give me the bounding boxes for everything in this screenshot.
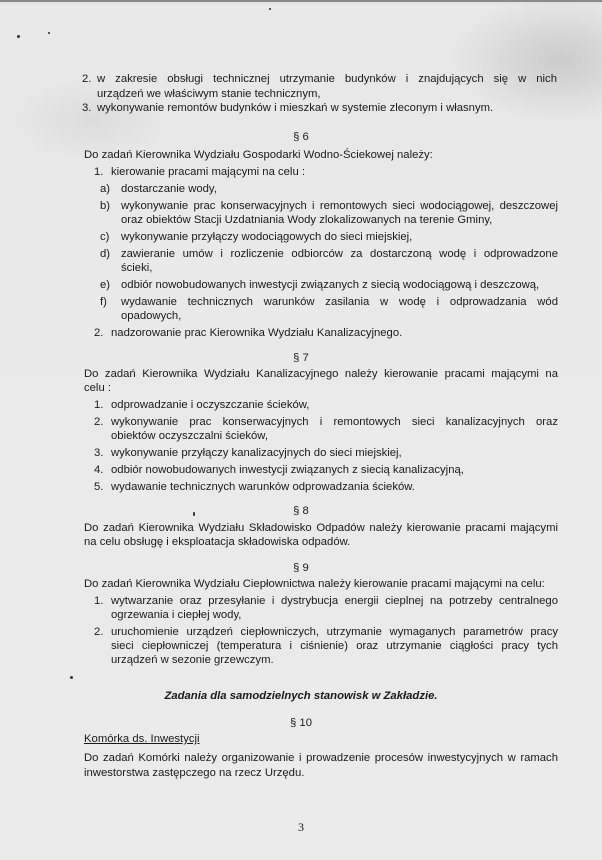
sublist-item-text: ścieki, — [121, 262, 153, 274]
paragraph: Do zadań Kierownika Wydziału Składowisko Odpadów należy kierowanie pracami mającymi — [84, 522, 558, 534]
list-number: 2. — [94, 327, 104, 339]
list-item-text: wykonywanie prac konserwacyjnych i remontowych sieci kanalizacyjnych oraz — [111, 416, 558, 428]
section-title: Zadania dla samodzielnych stanowisk w Zakładzie. — [164, 690, 438, 702]
paragraph: Do zadań Kierownika Wydziału Gospodarki Wodno-Ściekowej należy: — [84, 149, 433, 161]
section-heading: § 9 — [293, 562, 309, 574]
sublist-letter: b) — [100, 200, 111, 212]
paragraph: celu : — [84, 382, 112, 394]
paragraph: inwestorstwa zastępczego na rzecz Urzędu. — [84, 767, 305, 779]
page-number: 3 — [298, 820, 304, 834]
sublist-letter: f) — [100, 296, 107, 308]
list-number: 4. — [94, 464, 104, 476]
sublist-letter: d) — [100, 248, 111, 260]
scan-edge — [0, 0, 602, 2]
list-item-text: odbiór nowobudowanych inwestycji związanych z siecią kanalizacyjną, — [111, 464, 464, 476]
paragraph: Do zadań Kierownika Wydziału Kanalizacyjnego należy kierowanie pracami mającymi na — [84, 368, 558, 380]
sublist-letter: e) — [100, 279, 111, 291]
section-heading: § 6 — [293, 131, 309, 143]
list-item-text: w zakresie obsługi technicznej utrzymanie budynków i znajdujących się w nich — [97, 73, 557, 85]
list-item-text: urządzeń we właściwym stanie technicznym, — [97, 88, 321, 100]
section-heading: § 7 — [293, 352, 309, 364]
paragraph: Do zadań Komórki należy organizowanie i prowadzenie procesów inwestycyjnych w ramach — [84, 752, 558, 764]
list-number: 1. — [94, 399, 104, 411]
list-number: 2. — [94, 416, 104, 428]
list-item-text: kierowanie pracami mającymi na celu : — [111, 166, 306, 178]
sublist-item-text: oraz obiektów Stacji Uzdatniania Wody zlokalizowanych na terenie Gminy, — [121, 214, 493, 226]
sublist-item-text: wykonywanie przyłączy wodociągowych do sieci miejskiej, — [121, 231, 413, 243]
sublist-item-text: zawieranie umów i rozliczenie odbiorców za dostarczoną wodę i odprowadzone — [121, 248, 558, 260]
list-item-text: wykonywanie przyłączy kanalizacyjnych do sieci miejskiej, — [111, 447, 402, 459]
subsection-title: Komórka ds. Inwestycji — [84, 733, 200, 745]
section-heading: § 10 — [290, 717, 312, 729]
list-item-text: obiektów oczyszczalni ścieków, — [111, 430, 268, 442]
sublist-letter: a) — [100, 183, 111, 195]
list-number: 3. — [94, 447, 104, 459]
list-number: 1. — [94, 166, 104, 178]
list-item-text: wykonywanie remontów budynków i mieszkań w systemie zleconym i własnym. — [97, 102, 494, 114]
sublist-item-text: opadowych, — [121, 310, 182, 322]
scan-speck — [70, 676, 73, 679]
sublist-item-text: wydawanie technicznych warunków zasilania w wodę i odprowadzania wód — [121, 296, 558, 308]
list-item-text: uruchomienie urządzeń ciepłowniczych, utrzymanie wymaganych parametrów pracy — [111, 626, 558, 638]
list-item-text: sieci ciepłowniczej (temperatura i ciśnienie) oraz utrzymanie ciągłości pracy tych — [111, 640, 558, 652]
sublist-item-text: wykonywanie prac konserwacyjnych i remontowych sieci wodociągowej, deszczowej — [121, 200, 558, 212]
scan-speck — [17, 35, 20, 38]
scan-speck — [269, 8, 271, 10]
paragraph: Do zadań Kierownika Wydziału Ciepłownictwa należy kierowanie pracami mającymi na celu: — [84, 578, 545, 590]
list-number: 2. — [82, 73, 92, 85]
paragraph: na celu obsługę i eksploatacja składowiska odpadów. — [84, 536, 351, 548]
list-number: 1. — [94, 595, 104, 607]
list-item-text: wydawanie technicznych warunków odprowadzania ścieków. — [111, 481, 415, 493]
list-item-text: wytwarzanie oraz przesyłanie i dystrybucja energii cieplnej na potrzeby centralnego — [111, 595, 558, 607]
list-item-text: nadzorowanie prac Kierownika Wydziału Kanalizacyjnego. — [111, 327, 403, 339]
list-number: 5. — [94, 481, 104, 493]
list-number: 3. — [82, 102, 92, 114]
list-number: 2. — [94, 626, 104, 638]
sublist-letter: c) — [100, 231, 110, 243]
list-item-text: ogrzewania i ciepłej wody, — [111, 609, 242, 621]
section-heading: § 8 — [293, 505, 309, 517]
sublist-item-text: odbiór nowobudowanych inwestycji związanych z siecią wodociągową i deszczową, — [121, 279, 540, 291]
scan-speck — [48, 32, 50, 34]
list-item-text: odprowadzanie i oczyszczanie ścieków, — [111, 399, 310, 411]
sublist-item-text: dostarczanie wody, — [121, 183, 217, 195]
list-item-text: urządzeń w sezonie grzewczym. — [111, 654, 274, 666]
